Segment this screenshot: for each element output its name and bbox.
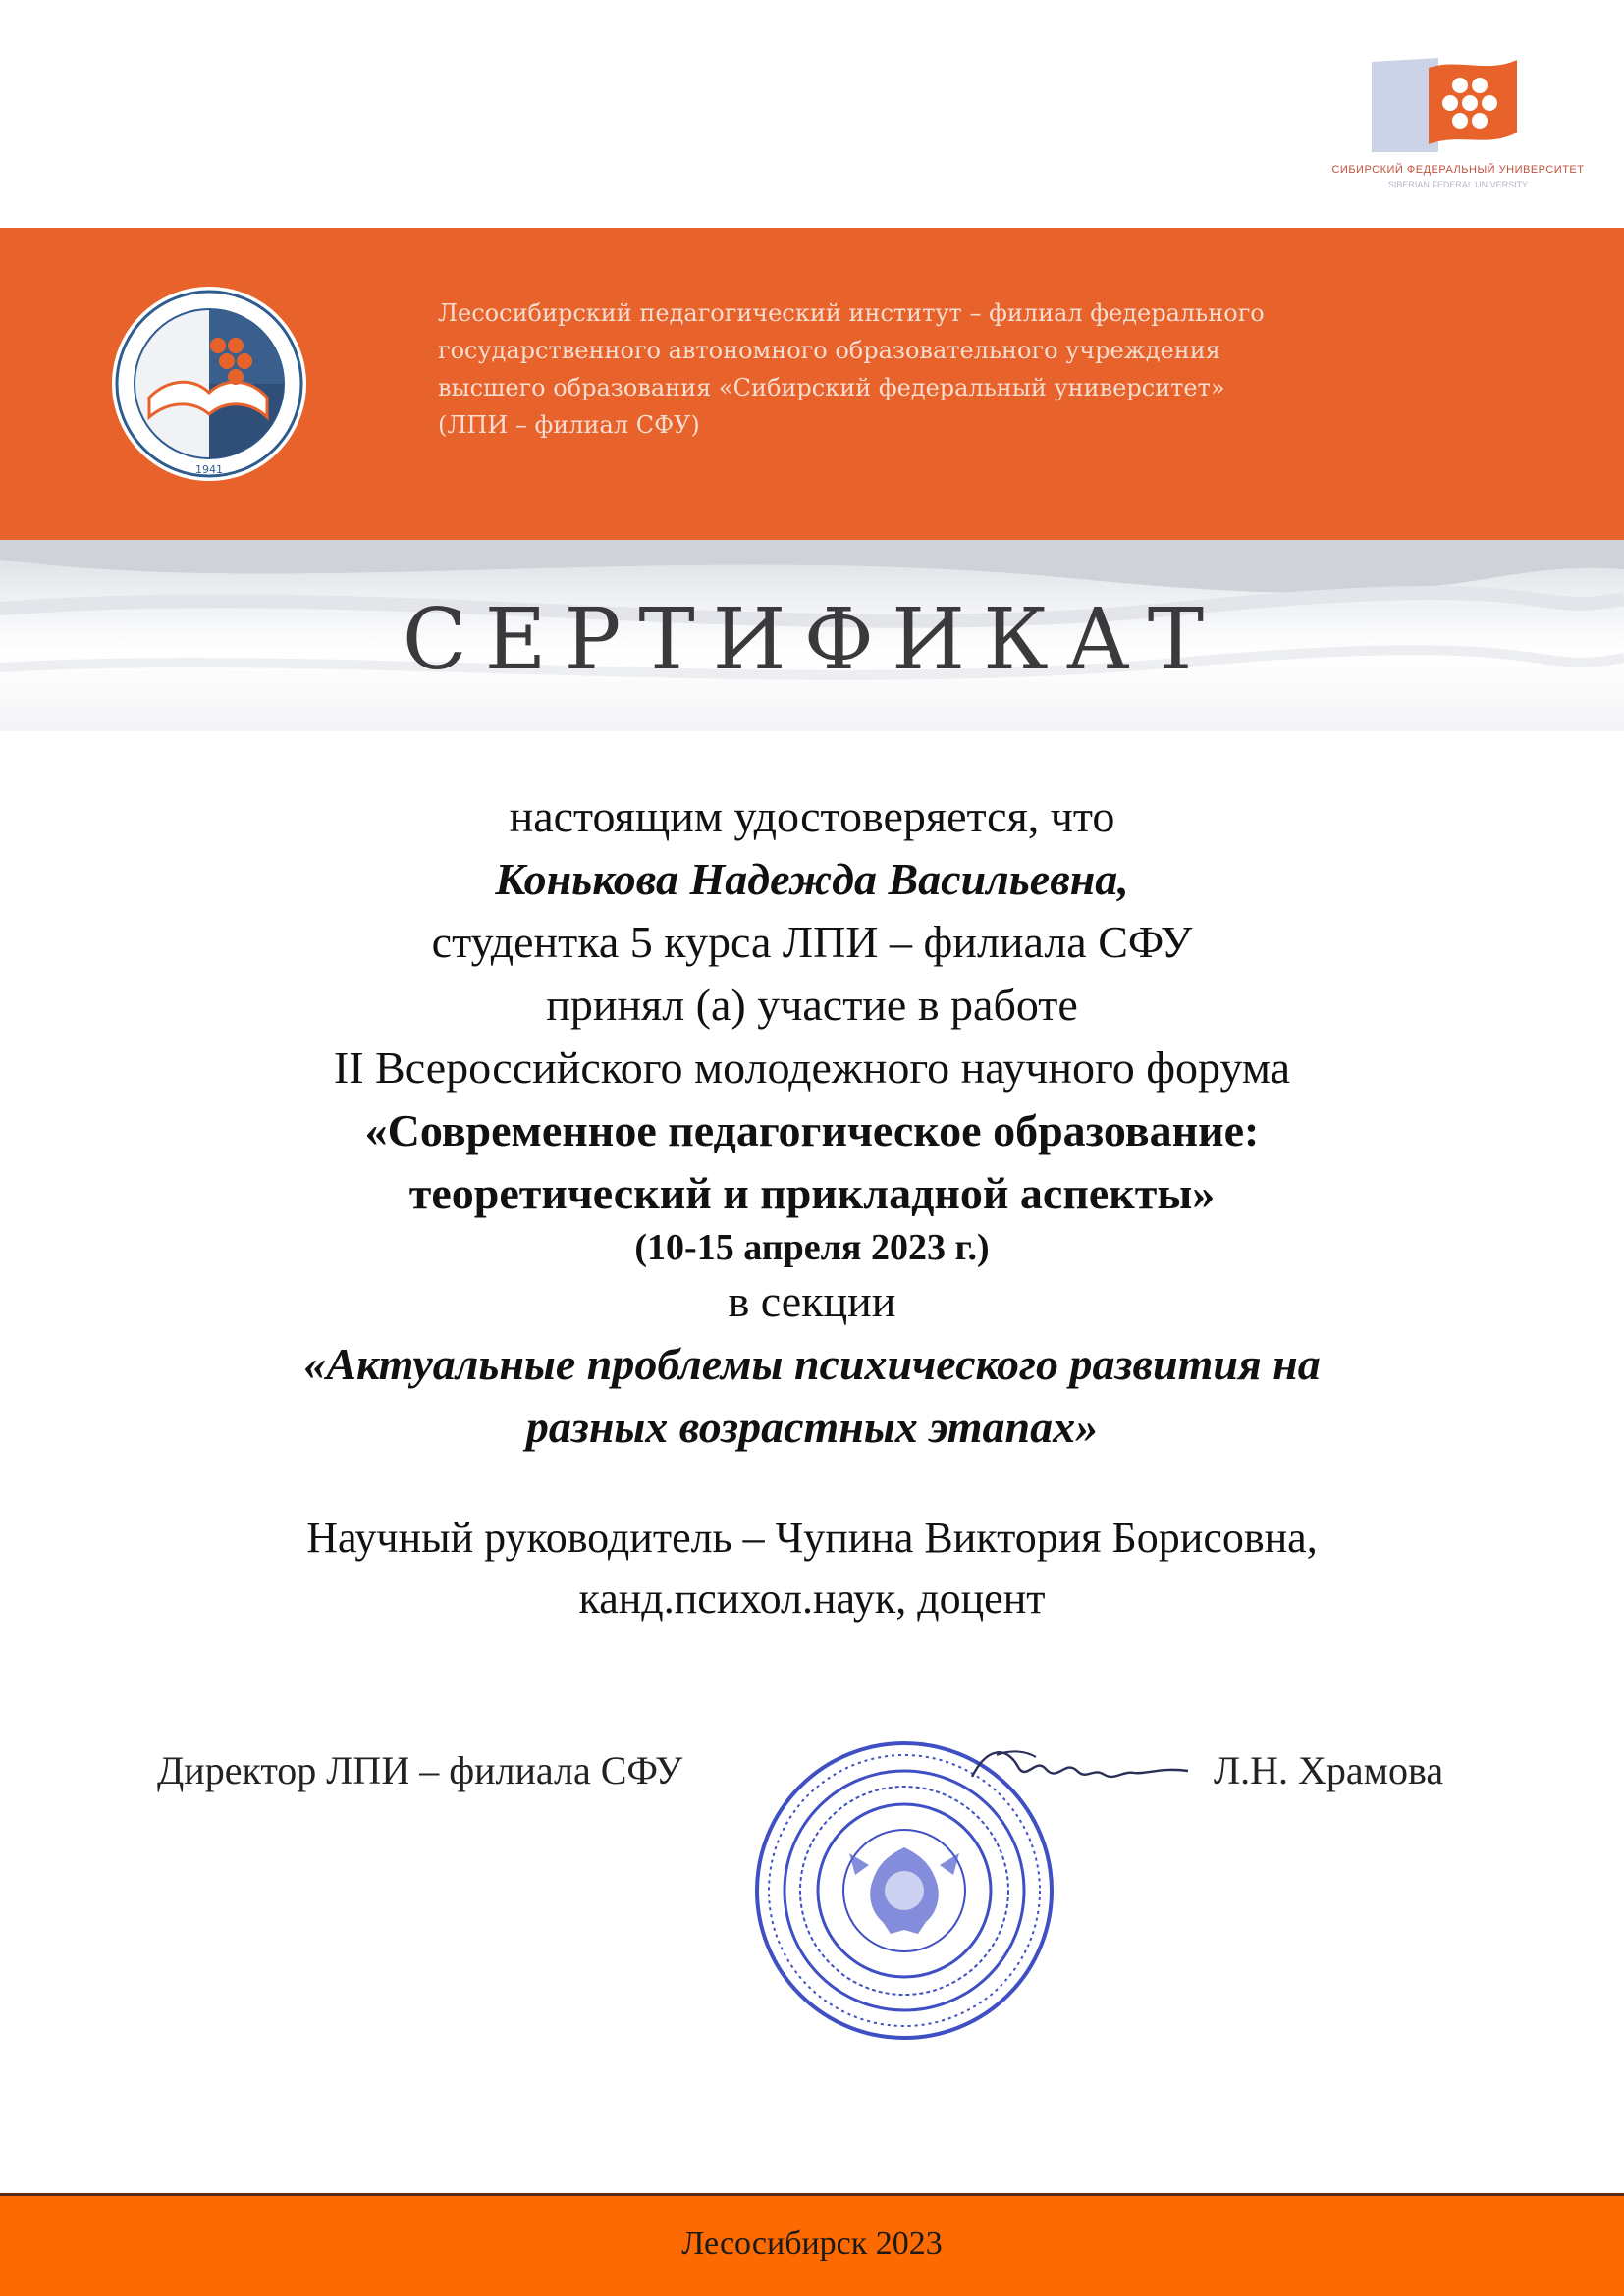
sfu-caption: СИБИРСКИЙ ФЕДЕРАЛЬНЫЙ УНИВЕРСИТЕТ [1331, 164, 1585, 176]
director-role: Директор ЛПИ – филиала СФУ [157, 1748, 683, 1792]
event-title-line: теоретический и прикладной аспекты» [408, 1168, 1216, 1218]
institute-line: государственного автономного образовательного учреждения [438, 337, 1220, 364]
institute-line: Лесосибирский педагогический институт – филиал федерального [438, 299, 1265, 327]
supervisor-credentials: канд.психол.наук, доцент [578, 1575, 1046, 1623]
section-prefix: в секции [728, 1276, 896, 1326]
event-prefix: II Всероссийского молодежного научного форума [333, 1042, 1291, 1093]
event-dates: (10-15 апреля 2023 г.) [634, 1227, 990, 1268]
footer-text: Лесосибирск 2023 [681, 2225, 943, 2262]
signature-icon [967, 1737, 1193, 1796]
sfu-caption-en: SIBERIAN FEDERAL UNIVERSITY [1387, 180, 1529, 189]
emblem-year: 1941 [195, 463, 223, 476]
supervisor-block [0, 1508, 1624, 1629]
supervisor-line: Научный руководитель – Чупина Виктория Борисовна, [306, 1514, 1318, 1562]
institute-name [438, 294, 1420, 444]
recipient-status: студентка 5 курса ЛПИ – филиала СФУ [431, 917, 1193, 967]
director-name: Л.Н. Храмова [1214, 1748, 1444, 1792]
certificate-title: СЕРТИФИКАТ [402, 591, 1222, 689]
event-title-line: «Современное педагогическое образование: [364, 1105, 1260, 1155]
certificate-body [0, 785, 1624, 1459]
recipient-name: Конькова Надежда Васильевна, [495, 854, 1129, 904]
sfu-logo [1321, 54, 1596, 201]
sfu-flag-icon [1370, 54, 1546, 157]
intro-text: настоящим удостоверяется, что [509, 791, 1115, 841]
institute-line: (ЛПИ – филиал СФУ) [438, 411, 700, 439]
section-title-line: «Актуальные проблемы психического развития на [303, 1339, 1321, 1389]
institute-line: высшего образования «Сибирский федеральный университет» [438, 374, 1225, 401]
institute-emblem-icon [110, 285, 308, 483]
participation-text: принял (а) участие в работе [546, 980, 1078, 1030]
footer-band [0, 2193, 1624, 2296]
section-title-line: разных возрастных этапах» [525, 1402, 1099, 1452]
